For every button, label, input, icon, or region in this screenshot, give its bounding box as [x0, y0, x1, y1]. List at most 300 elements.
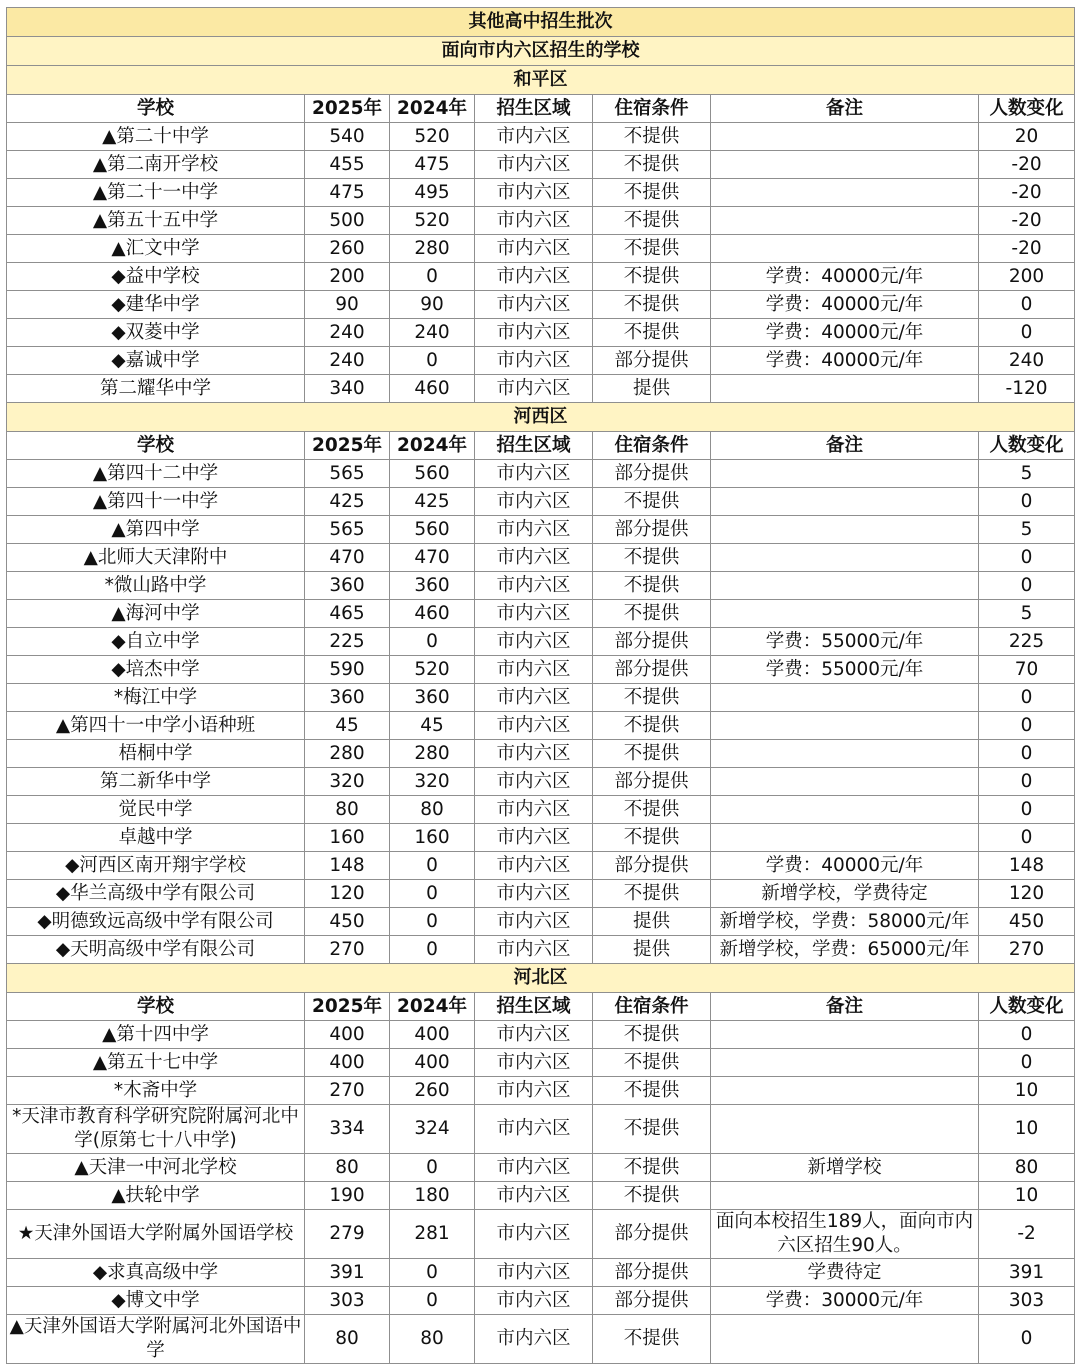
cell-note: 学费：55000元/年 — [711, 628, 979, 656]
cell-enroll-2025: 450 — [305, 908, 390, 936]
table-row — [7, 768, 1075, 796]
cell-note — [711, 712, 979, 740]
cell-change: 450 — [979, 908, 1075, 936]
cell-school: 第二耀华中学 — [7, 375, 305, 403]
batch-title-row — [7, 8, 1075, 37]
cell-change: -20 — [979, 151, 1075, 179]
cell-enroll-2025: 465 — [305, 600, 390, 628]
column-header-change: 人数变化 — [979, 432, 1075, 460]
cell-lodging: 部分提供 — [593, 768, 711, 796]
table-row — [7, 656, 1075, 684]
column-header-note: 备注 — [711, 432, 979, 460]
cell-enroll-2025: 400 — [305, 1049, 390, 1077]
cell-area: 市内六区 — [475, 263, 593, 291]
table-row — [7, 375, 1075, 403]
cell-enroll-2025: 240 — [305, 347, 390, 375]
cell-school: ◆培杰中学 — [7, 656, 305, 684]
cell-note: 学费：40000元/年 — [711, 263, 979, 291]
cell-area: 市内六区 — [475, 1105, 593, 1154]
column-header-school: 学校 — [7, 95, 305, 123]
cell-change: 0 — [979, 824, 1075, 852]
cell-change: 225 — [979, 628, 1075, 656]
cell-note: 新增学校，学费：65000元/年 — [711, 936, 979, 964]
cell-school: ▲第二十中学 — [7, 123, 305, 151]
cell-lodging: 部分提供 — [593, 347, 711, 375]
subtitle: 面向市内六区招生的学校 — [7, 37, 1075, 66]
cell-enroll-2024: 281 — [390, 1210, 475, 1259]
cell-enroll-2025: 80 — [305, 1315, 390, 1364]
table-row — [7, 740, 1075, 768]
cell-lodging: 不提供 — [593, 1021, 711, 1049]
cell-enroll-2025: 270 — [305, 1077, 390, 1105]
cell-enroll-2024: 324 — [390, 1105, 475, 1154]
cell-enroll-2024: 0 — [390, 936, 475, 964]
cell-school: ▲第四十一中学小语种班 — [7, 712, 305, 740]
district-header-row — [7, 403, 1075, 432]
table-row — [7, 1287, 1075, 1315]
cell-area: 市内六区 — [475, 151, 593, 179]
cell-change: 270 — [979, 936, 1075, 964]
district-header-row — [7, 964, 1075, 993]
cell-area: 市内六区 — [475, 516, 593, 544]
cell-enroll-2025: 240 — [305, 319, 390, 347]
cell-change: 5 — [979, 516, 1075, 544]
cell-note — [711, 151, 979, 179]
cell-area: 市内六区 — [475, 1077, 593, 1105]
column-header-change: 人数变化 — [979, 95, 1075, 123]
cell-school: ◆天明高级中学有限公司 — [7, 936, 305, 964]
cell-school: ★天津外国语大学附属外国语学校 — [7, 1210, 305, 1259]
cell-lodging: 部分提供 — [593, 1287, 711, 1315]
district-name: 和平区 — [7, 66, 1075, 95]
cell-lodging: 不提供 — [593, 740, 711, 768]
cell-lodging: 不提供 — [593, 235, 711, 263]
cell-enroll-2025: 80 — [305, 796, 390, 824]
cell-area: 市内六区 — [475, 1287, 593, 1315]
cell-area: 市内六区 — [475, 291, 593, 319]
table-row — [7, 488, 1075, 516]
cell-enroll-2024: 400 — [390, 1049, 475, 1077]
cell-school: ▲扶轮中学 — [7, 1182, 305, 1210]
cell-enroll-2024: 260 — [390, 1077, 475, 1105]
cell-note: 学费待定 — [711, 1259, 979, 1287]
table-row — [7, 207, 1075, 235]
cell-note — [711, 123, 979, 151]
column-header-note: 备注 — [711, 993, 979, 1021]
cell-change: -20 — [979, 235, 1075, 263]
cell-note: 新增学校，学费：58000元/年 — [711, 908, 979, 936]
cell-lodging: 不提供 — [593, 151, 711, 179]
cell-lodging: 不提供 — [593, 1154, 711, 1182]
table-row — [7, 544, 1075, 572]
cell-enroll-2024: 0 — [390, 908, 475, 936]
cell-change: 0 — [979, 684, 1075, 712]
column-header-lodging: 住宿条件 — [593, 993, 711, 1021]
cell-enroll-2024: 180 — [390, 1182, 475, 1210]
cell-lodging: 不提供 — [593, 796, 711, 824]
cell-area: 市内六区 — [475, 1259, 593, 1287]
cell-note — [711, 207, 979, 235]
column-header-area: 招生区域 — [475, 95, 593, 123]
table-row — [7, 347, 1075, 375]
cell-school: ◆建华中学 — [7, 291, 305, 319]
cell-enroll-2025: 270 — [305, 936, 390, 964]
cell-lodging: 不提供 — [593, 1049, 711, 1077]
table-row — [7, 712, 1075, 740]
cell-enroll-2024: 45 — [390, 712, 475, 740]
cell-lodging: 提供 — [593, 908, 711, 936]
cell-note — [711, 488, 979, 516]
table-row — [7, 824, 1075, 852]
cell-note — [711, 1315, 979, 1364]
cell-enroll-2024: 0 — [390, 347, 475, 375]
cell-change: 0 — [979, 796, 1075, 824]
cell-enroll-2024: 320 — [390, 768, 475, 796]
cell-school: ▲第二十一中学 — [7, 179, 305, 207]
cell-enroll-2025: 148 — [305, 852, 390, 880]
cell-school: ◆博文中学 — [7, 1287, 305, 1315]
table-row — [7, 263, 1075, 291]
cell-enroll-2024: 0 — [390, 880, 475, 908]
cell-school: 第二新华中学 — [7, 768, 305, 796]
table-row — [7, 796, 1075, 824]
cell-change: -2 — [979, 1210, 1075, 1259]
cell-enroll-2024: 460 — [390, 375, 475, 403]
table-row — [7, 1154, 1075, 1182]
column-header-area: 招生区域 — [475, 432, 593, 460]
cell-enroll-2024: 470 — [390, 544, 475, 572]
cell-change: 5 — [979, 600, 1075, 628]
table-row — [7, 600, 1075, 628]
cell-change: 70 — [979, 656, 1075, 684]
table-row — [7, 291, 1075, 319]
enrollment-sheet — [6, 7, 1074, 1364]
cell-note — [711, 1049, 979, 1077]
table-row — [7, 151, 1075, 179]
cell-enroll-2024: 0 — [390, 852, 475, 880]
cell-enroll-2024: 90 — [390, 291, 475, 319]
cell-school: ◆自立中学 — [7, 628, 305, 656]
cell-note: 学费：40000元/年 — [711, 319, 979, 347]
cell-note: 面向本校招生189人，面向市内六区招生90人。 — [711, 1210, 979, 1259]
cell-enroll-2025: 279 — [305, 1210, 390, 1259]
cell-enroll-2024: 0 — [390, 628, 475, 656]
cell-enroll-2024: 520 — [390, 207, 475, 235]
cell-enroll-2024: 0 — [390, 1259, 475, 1287]
district-name: 河北区 — [7, 964, 1075, 993]
cell-lodging: 部分提供 — [593, 628, 711, 656]
subtitle-row — [7, 37, 1075, 66]
cell-change: 0 — [979, 712, 1075, 740]
column-header-area: 招生区域 — [475, 993, 593, 1021]
cell-enroll-2025: 334 — [305, 1105, 390, 1154]
cell-note — [711, 684, 979, 712]
cell-enroll-2025: 391 — [305, 1259, 390, 1287]
cell-note — [711, 544, 979, 572]
cell-school: *微山路中学 — [7, 572, 305, 600]
table-row — [7, 1021, 1075, 1049]
cell-area: 市内六区 — [475, 1315, 593, 1364]
cell-school: ◆求真高级中学 — [7, 1259, 305, 1287]
cell-area: 市内六区 — [475, 207, 593, 235]
table-row — [7, 908, 1075, 936]
cell-enroll-2025: 90 — [305, 291, 390, 319]
column-header-enroll-2025: 2025年 — [305, 993, 390, 1021]
cell-change: 0 — [979, 319, 1075, 347]
cell-change: -20 — [979, 207, 1075, 235]
table-row — [7, 516, 1075, 544]
cell-area: 市内六区 — [475, 796, 593, 824]
column-header-row — [7, 95, 1075, 123]
cell-area: 市内六区 — [475, 628, 593, 656]
cell-school: ▲北师大天津附中 — [7, 544, 305, 572]
cell-note — [711, 572, 979, 600]
cell-area: 市内六区 — [475, 375, 593, 403]
cell-lodging: 部分提供 — [593, 460, 711, 488]
table-row — [7, 1210, 1075, 1259]
cell-enroll-2025: 360 — [305, 684, 390, 712]
cell-change: 0 — [979, 740, 1075, 768]
cell-lodging: 不提供 — [593, 824, 711, 852]
cell-lodging: 部分提供 — [593, 1210, 711, 1259]
cell-enroll-2024: 520 — [390, 656, 475, 684]
cell-note: 新增学校，学费待定 — [711, 880, 979, 908]
table-row — [7, 235, 1075, 263]
table-row — [7, 1049, 1075, 1077]
cell-note — [711, 1077, 979, 1105]
cell-enroll-2025: 225 — [305, 628, 390, 656]
cell-change: 20 — [979, 123, 1075, 151]
cell-note — [711, 460, 979, 488]
table-row — [7, 1077, 1075, 1105]
column-header-lodging: 住宿条件 — [593, 432, 711, 460]
cell-enroll-2025: 260 — [305, 235, 390, 263]
cell-note — [711, 1021, 979, 1049]
cell-enroll-2024: 280 — [390, 740, 475, 768]
cell-enroll-2024: 0 — [390, 1287, 475, 1315]
cell-change: -20 — [979, 179, 1075, 207]
cell-area: 市内六区 — [475, 347, 593, 375]
cell-enroll-2024: 0 — [390, 263, 475, 291]
cell-note — [711, 796, 979, 824]
cell-change: 0 — [979, 1315, 1075, 1364]
cell-note — [711, 1105, 979, 1154]
column-header-school: 学校 — [7, 432, 305, 460]
cell-enroll-2025: 45 — [305, 712, 390, 740]
cell-enroll-2025: 190 — [305, 1182, 390, 1210]
table-row — [7, 852, 1075, 880]
cell-note: 学费：40000元/年 — [711, 347, 979, 375]
cell-lodging: 不提供 — [593, 572, 711, 600]
district-header-row — [7, 66, 1075, 95]
table-row — [7, 123, 1075, 151]
cell-enroll-2024: 460 — [390, 600, 475, 628]
cell-enroll-2025: 470 — [305, 544, 390, 572]
cell-area: 市内六区 — [475, 235, 593, 263]
table-row — [7, 179, 1075, 207]
cell-school: *天津市教育科学研究院附属河北中学(原第七十八中学) — [7, 1105, 305, 1154]
cell-change: -120 — [979, 375, 1075, 403]
cell-area: 市内六区 — [475, 656, 593, 684]
column-header-note: 备注 — [711, 95, 979, 123]
cell-school: ◆华兰高级中学有限公司 — [7, 880, 305, 908]
district-name: 河西区 — [7, 403, 1075, 432]
cell-change: 5 — [979, 460, 1075, 488]
cell-change: 0 — [979, 291, 1075, 319]
cell-school: ▲第五十五中学 — [7, 207, 305, 235]
table-row — [7, 936, 1075, 964]
cell-enroll-2025: 160 — [305, 824, 390, 852]
cell-school: 觉民中学 — [7, 796, 305, 824]
cell-school: ◆双菱中学 — [7, 319, 305, 347]
cell-area: 市内六区 — [475, 179, 593, 207]
cell-enroll-2024: 160 — [390, 824, 475, 852]
cell-change: 0 — [979, 572, 1075, 600]
cell-enroll-2025: 455 — [305, 151, 390, 179]
cell-school: ◆明德致远高级中学有限公司 — [7, 908, 305, 936]
cell-area: 市内六区 — [475, 1154, 593, 1182]
column-header-enroll-2024: 2024年 — [390, 432, 475, 460]
cell-enroll-2024: 560 — [390, 460, 475, 488]
cell-lodging: 不提供 — [593, 880, 711, 908]
cell-enroll-2024: 520 — [390, 123, 475, 151]
cell-area: 市内六区 — [475, 572, 593, 600]
cell-area: 市内六区 — [475, 824, 593, 852]
cell-area: 市内六区 — [475, 908, 593, 936]
cell-change: 10 — [979, 1077, 1075, 1105]
cell-lodging: 不提供 — [593, 684, 711, 712]
cell-lodging: 提供 — [593, 375, 711, 403]
cell-note — [711, 516, 979, 544]
cell-note: 新增学校 — [711, 1154, 979, 1182]
column-header-enroll-2024: 2024年 — [390, 95, 475, 123]
cell-school: ◆河西区南开翔宇学校 — [7, 852, 305, 880]
cell-area: 市内六区 — [475, 936, 593, 964]
cell-enroll-2024: 0 — [390, 1154, 475, 1182]
cell-enroll-2024: 475 — [390, 151, 475, 179]
cell-lodging: 不提供 — [593, 207, 711, 235]
cell-school: ▲第五十七中学 — [7, 1049, 305, 1077]
table-row — [7, 1315, 1075, 1364]
table-row — [7, 628, 1075, 656]
cell-school: 卓越中学 — [7, 824, 305, 852]
cell-note: 学费：40000元/年 — [711, 291, 979, 319]
cell-lodging: 提供 — [593, 936, 711, 964]
table-row — [7, 1182, 1075, 1210]
table-row — [7, 880, 1075, 908]
table-row — [7, 684, 1075, 712]
cell-enroll-2025: 320 — [305, 768, 390, 796]
cell-change: 0 — [979, 1021, 1075, 1049]
cell-area: 市内六区 — [475, 1021, 593, 1049]
table-row — [7, 319, 1075, 347]
cell-note: 学费：40000元/年 — [711, 852, 979, 880]
cell-area: 市内六区 — [475, 852, 593, 880]
cell-school: ▲第四十二中学 — [7, 460, 305, 488]
cell-lodging: 不提供 — [593, 1182, 711, 1210]
cell-enroll-2025: 340 — [305, 375, 390, 403]
cell-area: 市内六区 — [475, 488, 593, 516]
cell-enroll-2024: 280 — [390, 235, 475, 263]
cell-change: 10 — [979, 1105, 1075, 1154]
cell-enroll-2024: 560 — [390, 516, 475, 544]
cell-lodging: 不提供 — [593, 179, 711, 207]
table-row — [7, 572, 1075, 600]
cell-area: 市内六区 — [475, 684, 593, 712]
cell-school: *木斋中学 — [7, 1077, 305, 1105]
cell-change: 303 — [979, 1287, 1075, 1315]
cell-enroll-2024: 80 — [390, 796, 475, 824]
cell-school: 梧桐中学 — [7, 740, 305, 768]
cell-enroll-2024: 240 — [390, 319, 475, 347]
cell-area: 市内六区 — [475, 123, 593, 151]
cell-enroll-2025: 280 — [305, 740, 390, 768]
cell-enroll-2024: 80 — [390, 1315, 475, 1364]
column-header-enroll-2025: 2025年 — [305, 95, 390, 123]
cell-school: ▲第二南开学校 — [7, 151, 305, 179]
batch-title: 其他高中招生批次 — [7, 8, 1075, 37]
column-header-row — [7, 432, 1075, 460]
cell-lodging: 不提供 — [593, 291, 711, 319]
cell-area: 市内六区 — [475, 544, 593, 572]
cell-enroll-2025: 475 — [305, 179, 390, 207]
cell-area: 市内六区 — [475, 1182, 593, 1210]
cell-enroll-2025: 120 — [305, 880, 390, 908]
cell-lodging: 不提供 — [593, 600, 711, 628]
cell-school: ◆益中学校 — [7, 263, 305, 291]
cell-area: 市内六区 — [475, 740, 593, 768]
cell-change: 10 — [979, 1182, 1075, 1210]
cell-change: 240 — [979, 347, 1075, 375]
cell-note — [711, 768, 979, 796]
cell-change: 0 — [979, 1049, 1075, 1077]
cell-change: 0 — [979, 488, 1075, 516]
column-header-change: 人数变化 — [979, 993, 1075, 1021]
cell-enroll-2025: 400 — [305, 1021, 390, 1049]
enrollment-table — [6, 7, 1075, 1364]
cell-note: 学费：55000元/年 — [711, 656, 979, 684]
cell-school: ▲第四十一中学 — [7, 488, 305, 516]
cell-note — [711, 179, 979, 207]
cell-note — [711, 1182, 979, 1210]
cell-enroll-2024: 360 — [390, 572, 475, 600]
cell-change: 0 — [979, 768, 1075, 796]
cell-lodging: 不提供 — [593, 1077, 711, 1105]
cell-enroll-2024: 400 — [390, 1021, 475, 1049]
table-row — [7, 1259, 1075, 1287]
cell-area: 市内六区 — [475, 1049, 593, 1077]
cell-enroll-2025: 540 — [305, 123, 390, 151]
cell-change: 148 — [979, 852, 1075, 880]
cell-school: ▲第四中学 — [7, 516, 305, 544]
cell-enroll-2025: 565 — [305, 516, 390, 544]
column-header-row — [7, 993, 1075, 1021]
cell-lodging: 不提供 — [593, 544, 711, 572]
cell-change: 0 — [979, 544, 1075, 572]
cell-note: 学费：30000元/年 — [711, 1287, 979, 1315]
cell-lodging: 不提供 — [593, 123, 711, 151]
cell-lodging: 不提供 — [593, 1105, 711, 1154]
cell-note — [711, 235, 979, 263]
cell-enroll-2025: 303 — [305, 1287, 390, 1315]
cell-enroll-2025: 425 — [305, 488, 390, 516]
cell-change: 80 — [979, 1154, 1075, 1182]
cell-enroll-2025: 200 — [305, 263, 390, 291]
cell-school: ◆嘉诚中学 — [7, 347, 305, 375]
column-header-enroll-2025: 2025年 — [305, 432, 390, 460]
cell-change: 120 — [979, 880, 1075, 908]
cell-school: ▲天津一中河北学校 — [7, 1154, 305, 1182]
